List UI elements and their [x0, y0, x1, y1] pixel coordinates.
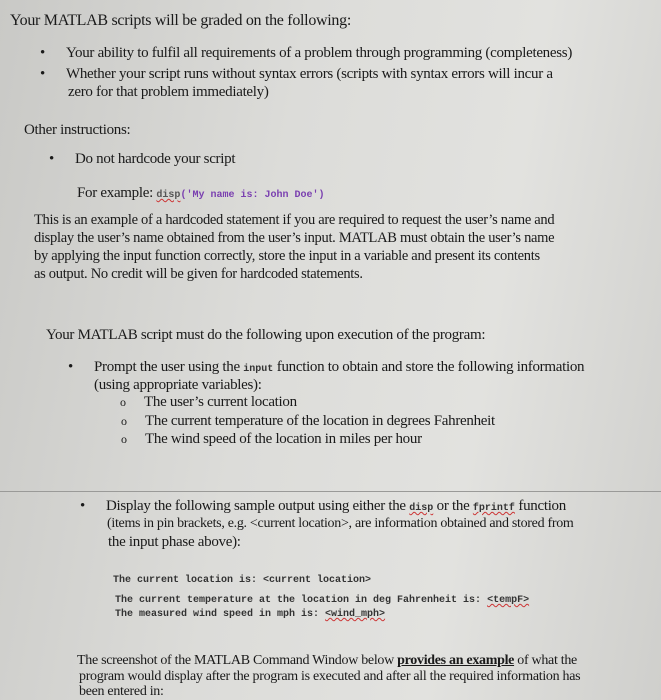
input-fn: input: [243, 364, 274, 375]
sample-output-line: [115, 608, 385, 622]
text: Prompt the user using the: [94, 359, 244, 375]
fprintf-fn: fprintf: [472, 503, 515, 514]
other-item: • Do not hardcode your script: [75, 150, 235, 168]
sub-item: o The current temperature of the location in degrees Fahrenheit: [145, 412, 495, 430]
text: of what the: [514, 653, 577, 668]
sample-output-line: [115, 594, 529, 608]
text: or the: [433, 498, 473, 514]
final-line: program would display after the program is executed and after all the required information has: [79, 669, 581, 684]
text: Display the following sample output using either the: [106, 498, 410, 514]
example-code: ('My name is: John Doe'): [180, 190, 325, 201]
placeholder: <tempF>: [487, 595, 530, 606]
example-fn: disp: [156, 190, 181, 201]
hardcode-paragraph: [34, 211, 554, 283]
placeholder: <wind_mph>: [325, 609, 386, 620]
text: The measured wind speed in mph is:: [115, 609, 326, 620]
example-link: provides an example: [397, 653, 515, 668]
final-line: [77, 652, 577, 670]
sample-output-line: The current location is: <current location>: [113, 575, 372, 586]
grading-item: • Your ability to fulfil all requirements of a problem through programming (completeness): [66, 44, 572, 62]
text: function: [514, 498, 566, 514]
other-heading: Other instructions:: [24, 122, 131, 138]
grading-item-cont: zero for that problem immediately): [68, 84, 269, 100]
example-line: [77, 184, 324, 205]
task-heading: Your MATLAB script must do the following upon execution of the program:: [46, 327, 486, 343]
text: function to obtain and store the following information: [273, 359, 585, 375]
paragraph-line: This is an example of a hardcoded statement if you are required to request the user’s name and: [34, 212, 555, 228]
page-divider: [0, 491, 661, 492]
text: The current temperature at the location in deg Fahrenheit is:: [115, 595, 488, 606]
prompt-cont: (using appropriate variables):: [94, 377, 262, 393]
sub-item: o The user’s current location: [144, 393, 297, 411]
final-line: been entered in:: [79, 684, 164, 699]
grading-item: • Whether your script runs without syntax errors (scripts with syntax errors will incur a: [66, 65, 553, 83]
disp-fn: disp: [409, 503, 434, 514]
example-label: For example:: [77, 185, 157, 201]
sub-item: o The wind speed of the location in miles per hour: [145, 430, 422, 448]
display-cont: (items in pin brackets, e.g. <current location>, are information obtained and stored from: [107, 516, 574, 531]
display-cont: the input phase above):: [108, 534, 241, 550]
paragraph-line: by applying the input function correctly, store the input in a variable and present its contents: [34, 248, 540, 264]
paragraph-line: display the user’s name obtained from the user’s input. MATLAB must obtain the user’s name: [34, 230, 555, 246]
grading-heading: Your MATLAB scripts will be graded on the following:: [10, 12, 351, 29]
paragraph-line: as output. No credit will be given for hardcoded statements.: [34, 266, 363, 282]
text: The screenshot of the MATLAB Command Window below: [77, 653, 398, 668]
